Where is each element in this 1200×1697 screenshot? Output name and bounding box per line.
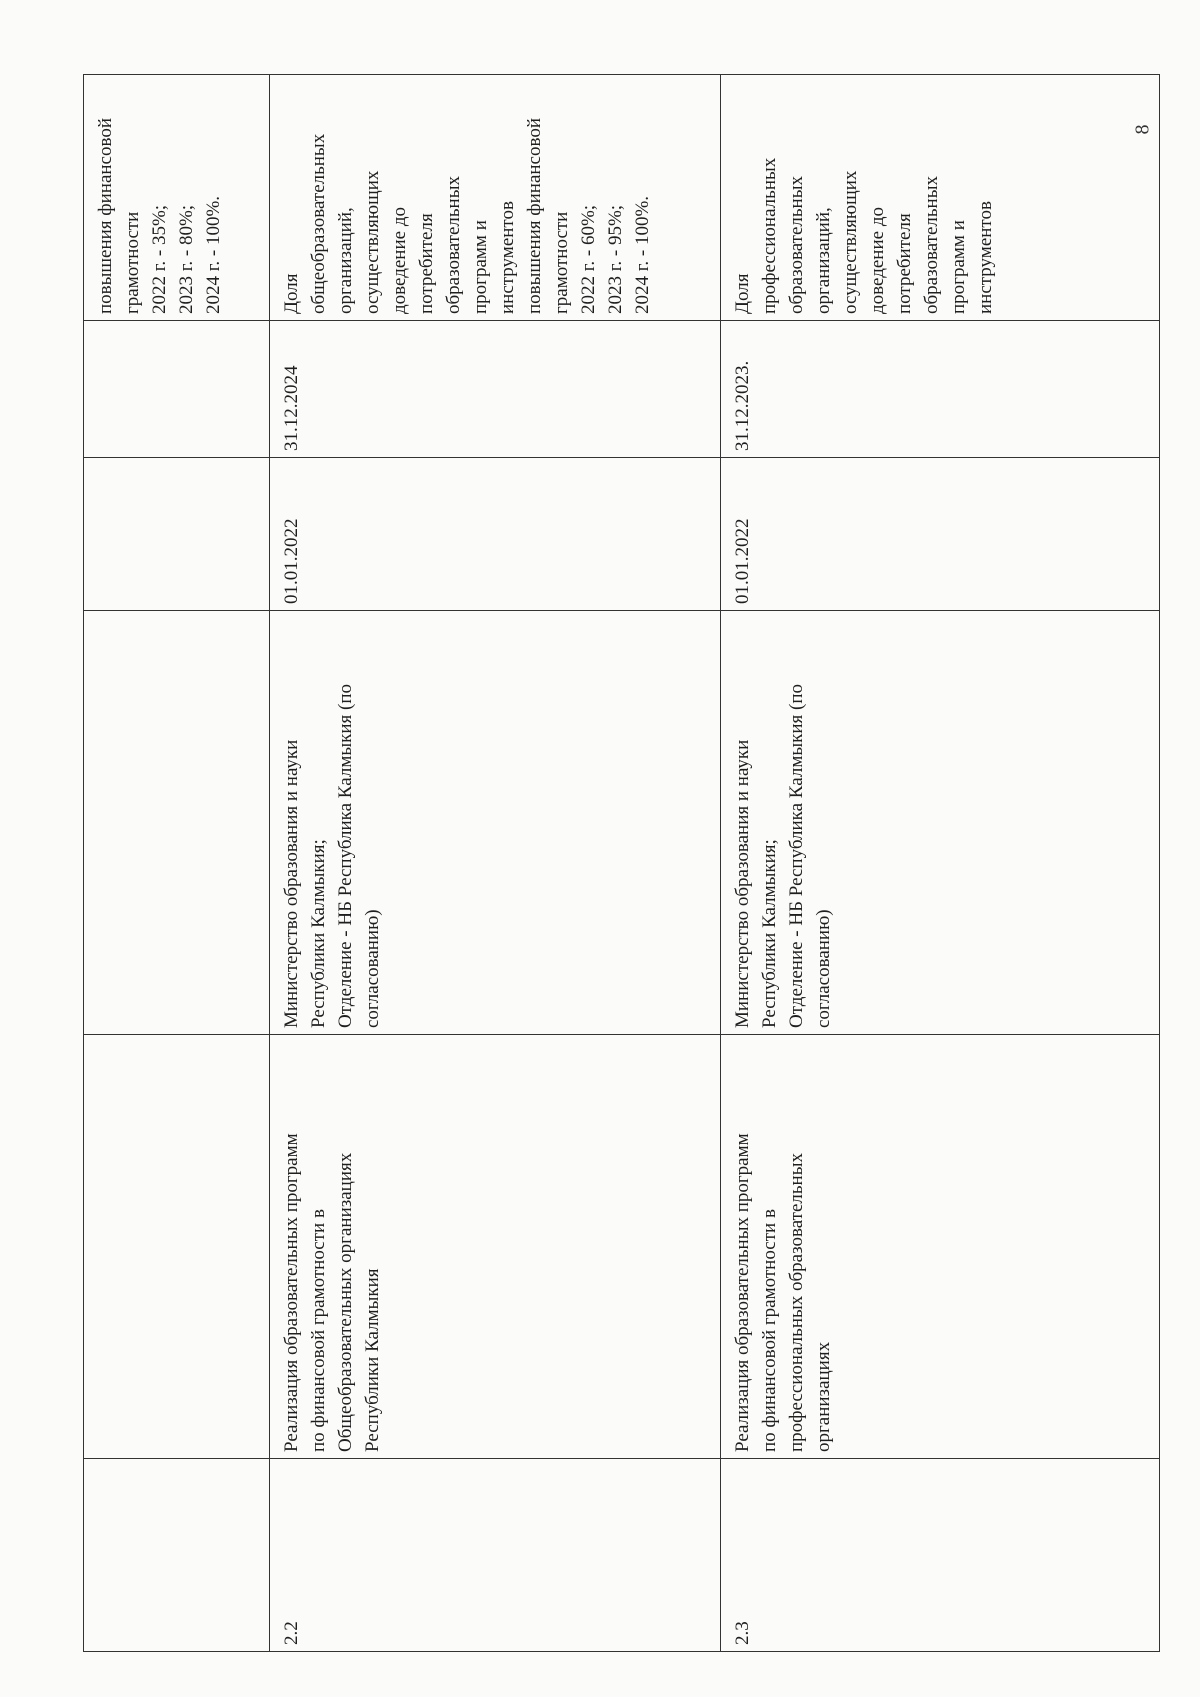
measure-name-cell: Реализация образовательных программ по финансовой грамотности в Общеобразовательных организациях Республики Калмыкия bbox=[270, 1035, 721, 1459]
indicator-cell: Доля общеобразовательных организаций, осуществляющих доведение до потребителя образовательных программ и инструментов повышения финансовой грамотности 2022 г. - 60%; 2023 г. - 95%; 2024 г. - 100%. bbox=[270, 75, 721, 321]
table-row bbox=[84, 75, 270, 1652]
table-row bbox=[270, 75, 721, 1652]
executor-cell: Министерство образования и науки Республики Калмыкия; Отделение - НБ Республика Калмыкия (по согласованию) bbox=[721, 611, 1160, 1035]
measure-name-cell: Реализация образовательных программ по финансовой грамотности в профессиональных образовательных организациях bbox=[721, 1035, 1160, 1459]
table-row bbox=[721, 75, 1160, 1652]
measure-name-cell bbox=[84, 1035, 270, 1459]
executor-cell bbox=[84, 611, 270, 1035]
end-date-cell: 31.12.2024 bbox=[270, 321, 721, 458]
row-number-cell bbox=[84, 1459, 270, 1652]
start-date-cell: 01.01.2022 bbox=[721, 458, 1160, 611]
start-date-cell bbox=[84, 458, 270, 611]
indicator-cell: повышения финансовой грамотности 2022 г. - 35%; 2023 г. - 80%; 2024 г. - 100%. bbox=[84, 75, 270, 321]
indicator-cell: Доля профессиональных образовательных организаций, осуществляющих доведение до потребителя образовательных программ и инструментов bbox=[721, 75, 1160, 321]
measures-table bbox=[83, 74, 1160, 1652]
row-number-cell: 2.3 bbox=[721, 1459, 1160, 1652]
executor-cell: Министерство образования и науки Республики Калмыкия; Отделение - НБ Республика Калмыкия (по согласованию) bbox=[270, 611, 721, 1035]
page-number: 8 bbox=[1131, 124, 1154, 135]
row-number-cell: 2.2 bbox=[270, 1459, 721, 1652]
rotated-table-container bbox=[83, 75, 1120, 1652]
start-date-cell: 01.01.2022 bbox=[270, 458, 721, 611]
end-date-cell: 31.12.2023. bbox=[721, 321, 1160, 458]
end-date-cell bbox=[84, 321, 270, 458]
